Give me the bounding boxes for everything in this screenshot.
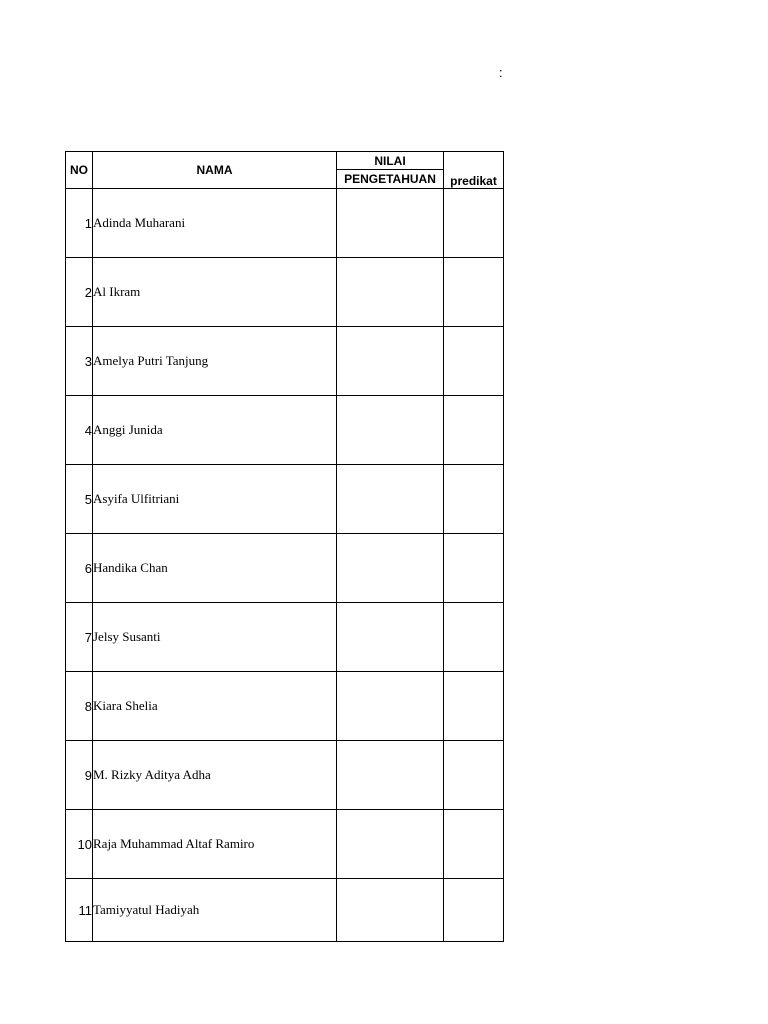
header-predikat: predikat [444, 152, 504, 189]
table-row [66, 741, 504, 810]
name-cell: Kiara Shelia [93, 672, 337, 741]
no-cell: 5 [66, 465, 93, 534]
pengetahuan-cell [337, 534, 444, 603]
table-row [66, 534, 504, 603]
no-cell: 8 [66, 672, 93, 741]
no-cell: 1 [66, 189, 93, 258]
name-cell: Jelsy Susanti [93, 603, 337, 672]
header-no: NO [66, 152, 93, 189]
name-cell: Raja Muhammad Altaf Ramiro [93, 810, 337, 879]
corner-mark: : [499, 65, 503, 80]
pengetahuan-cell [337, 327, 444, 396]
grade-table [65, 151, 504, 942]
header-nilai: NILAI [337, 152, 444, 170]
predikat-cell [444, 603, 504, 672]
name-cell: Anggi Junida [93, 396, 337, 465]
pengetahuan-cell [337, 810, 444, 879]
table-row [66, 672, 504, 741]
name-cell: Adinda Muharani [93, 189, 337, 258]
pengetahuan-cell [337, 741, 444, 810]
table-row [66, 327, 504, 396]
predikat-cell [444, 672, 504, 741]
name-cell: Handika Chan [93, 534, 337, 603]
predikat-cell [444, 258, 504, 327]
predikat-cell [444, 327, 504, 396]
header-pengetahuan: PENGETAHUAN [337, 170, 444, 189]
predikat-cell [444, 810, 504, 879]
name-cell: Asyifa Ulfitriani [93, 465, 337, 534]
no-cell: 2 [66, 258, 93, 327]
table-row [66, 396, 504, 465]
pengetahuan-cell [337, 258, 444, 327]
no-cell: 10 [66, 810, 93, 879]
predikat-cell [444, 879, 504, 942]
name-cell: Al Ikram [93, 258, 337, 327]
no-cell: 3 [66, 327, 93, 396]
name-cell: Amelya Putri Tanjung [93, 327, 337, 396]
predikat-cell [444, 534, 504, 603]
table-row [66, 879, 504, 942]
predikat-cell [444, 396, 504, 465]
no-cell: 11 [66, 879, 93, 942]
no-cell: 4 [66, 396, 93, 465]
name-cell: M. Rizky Aditya Adha [93, 741, 337, 810]
header-nama: NAMA [93, 152, 337, 189]
pengetahuan-cell [337, 396, 444, 465]
pengetahuan-cell [337, 189, 444, 258]
predikat-cell [444, 465, 504, 534]
no-cell: 9 [66, 741, 93, 810]
table-row [66, 603, 504, 672]
no-cell: 6 [66, 534, 93, 603]
pengetahuan-cell [337, 603, 444, 672]
predikat-cell [444, 741, 504, 810]
table-row [66, 465, 504, 534]
table-row [66, 189, 504, 258]
name-cell: Tamiyyatul Hadiyah [93, 879, 337, 942]
pengetahuan-cell [337, 465, 444, 534]
table-row [66, 258, 504, 327]
predikat-cell [444, 189, 504, 258]
table-body [66, 189, 504, 942]
table-row [66, 810, 504, 879]
pengetahuan-cell [337, 672, 444, 741]
pengetahuan-cell [337, 879, 444, 942]
no-cell: 7 [66, 603, 93, 672]
